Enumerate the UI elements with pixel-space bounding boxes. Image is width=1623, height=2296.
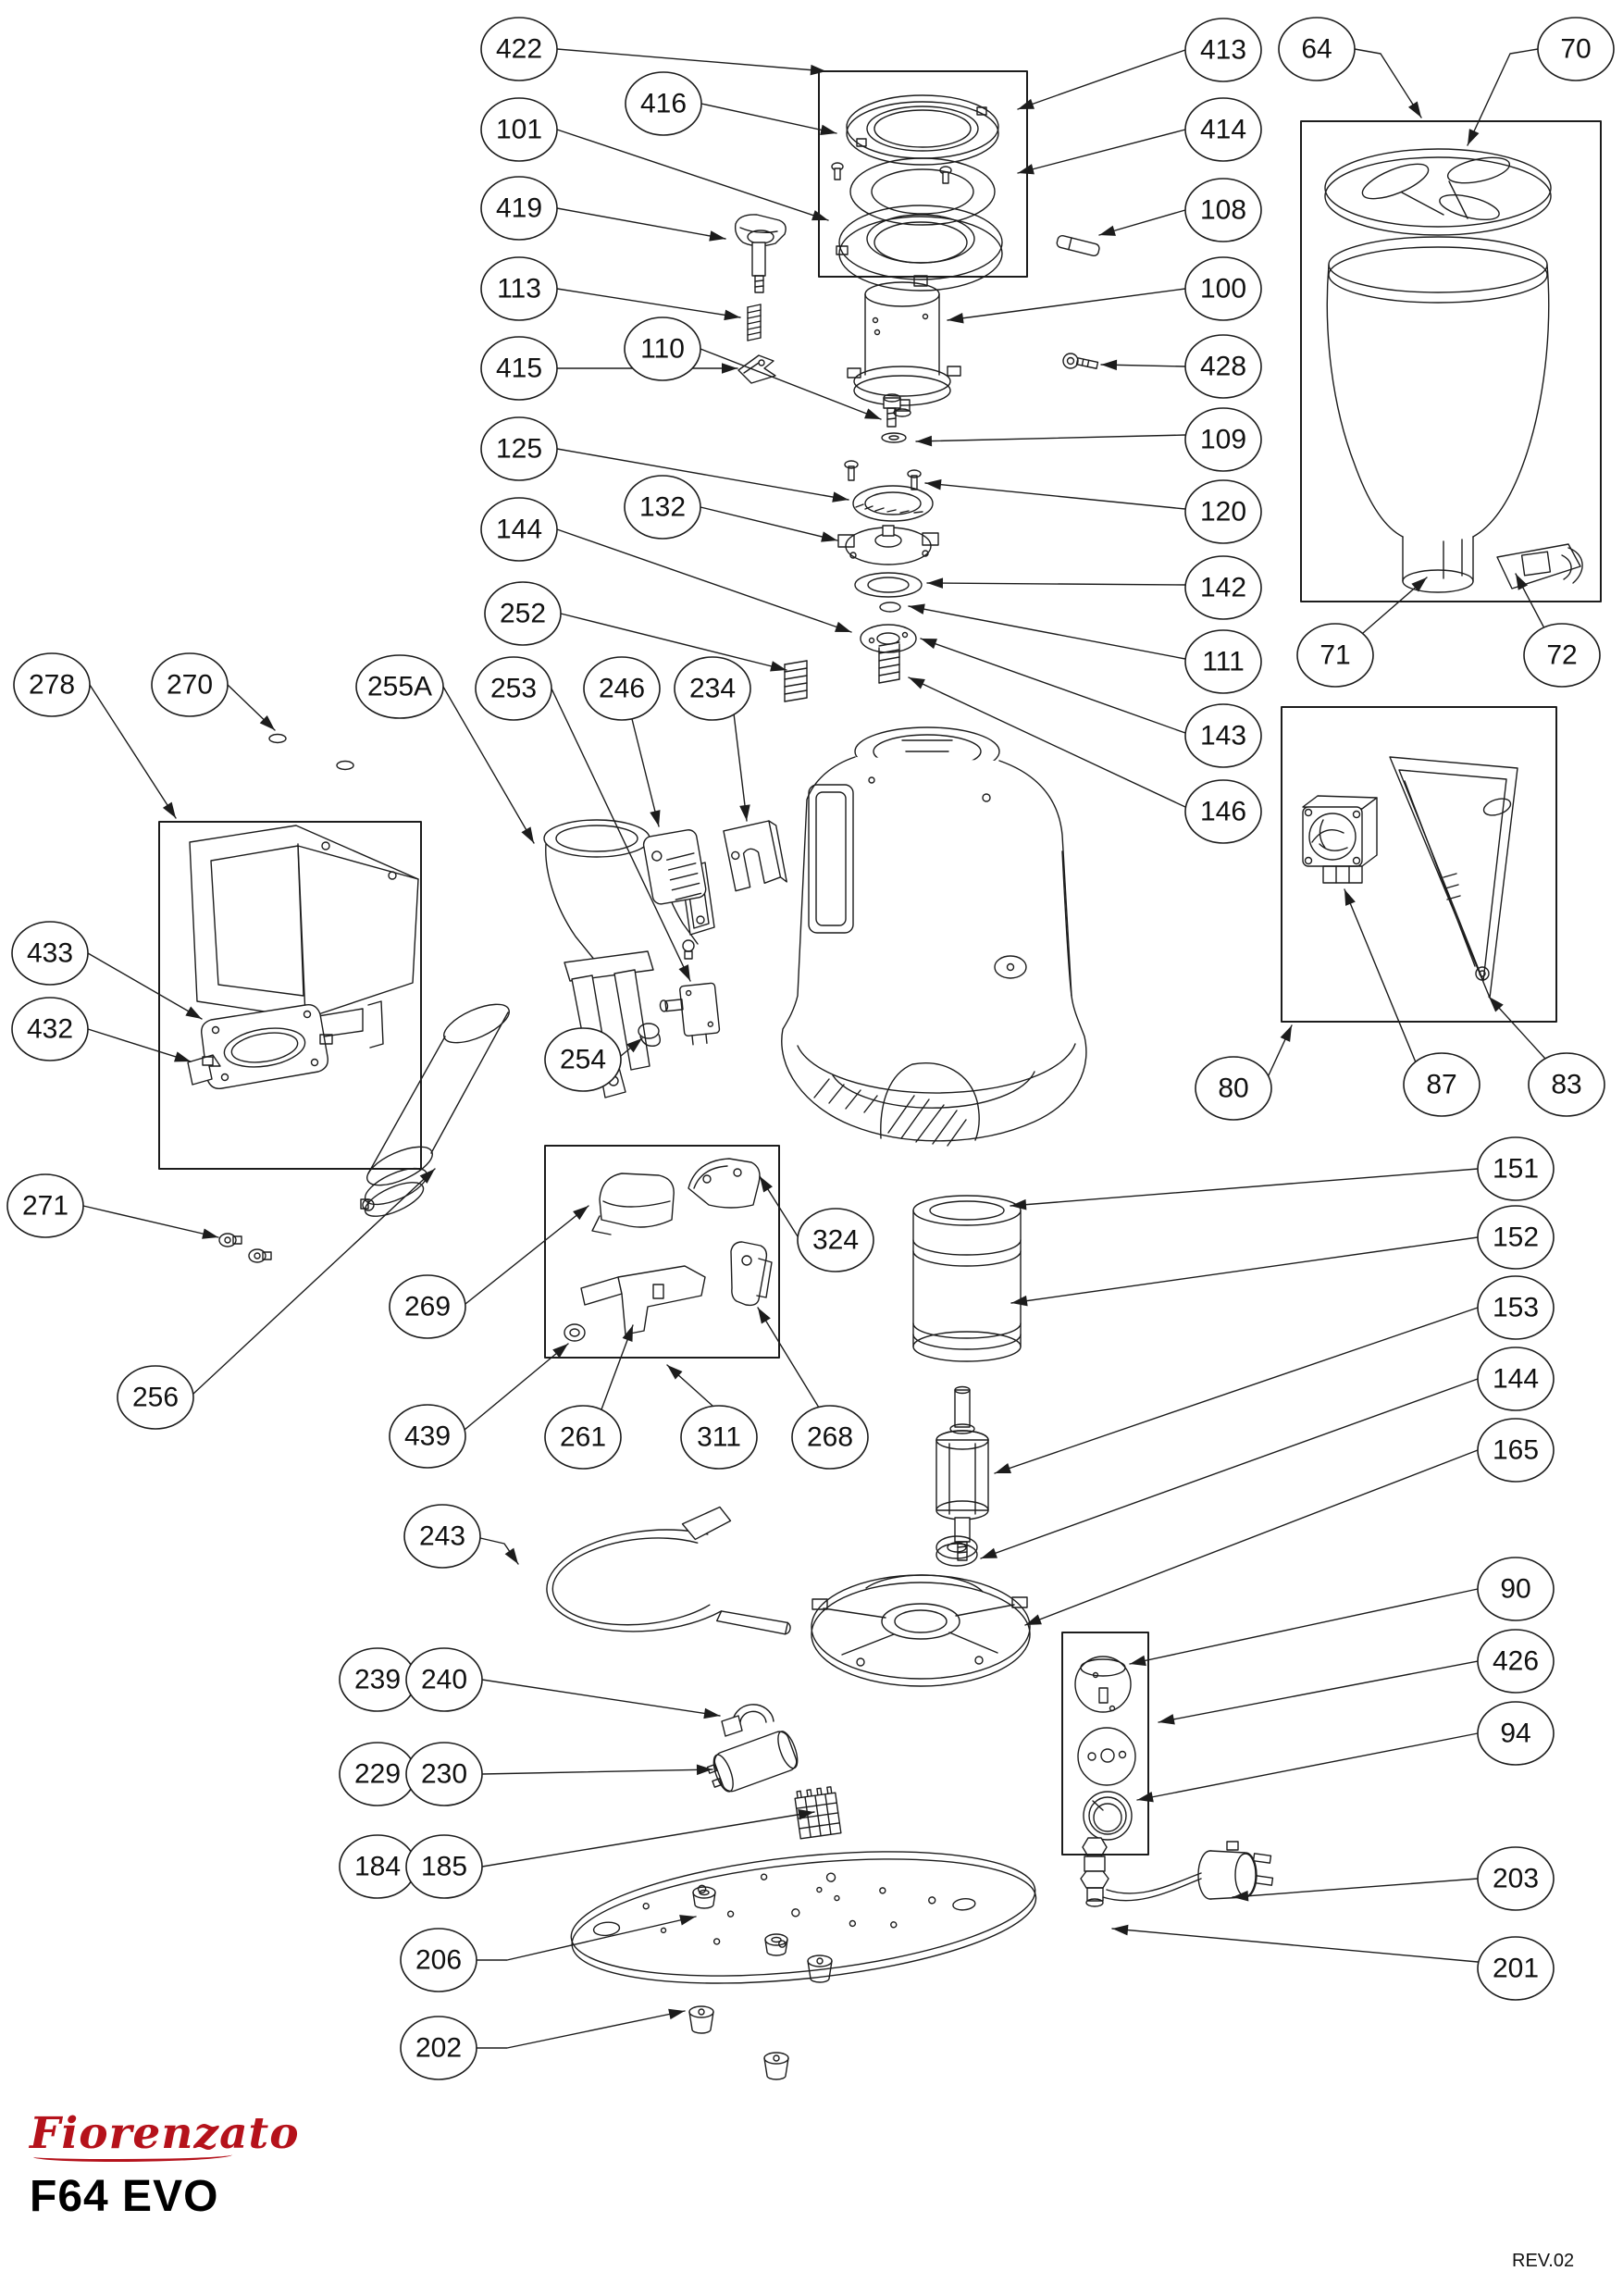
callout-64	[1279, 18, 1355, 81]
callout-125	[481, 417, 557, 480]
callout-label-206: 206	[415, 1944, 463, 1976]
callout-144L	[481, 498, 557, 561]
leader-243	[480, 1538, 518, 1564]
capacitor-drawing	[704, 1728, 801, 1796]
callout-432	[12, 998, 88, 1061]
callout-label-432: 432	[26, 1013, 74, 1045]
callout-83	[1529, 1053, 1604, 1116]
callout-229	[340, 1743, 415, 1806]
leader-246	[632, 719, 661, 826]
callout-108	[1185, 179, 1261, 242]
callout-413	[1185, 19, 1261, 81]
bracket-234-drawing	[723, 820, 787, 892]
callout-label-109: 109	[1199, 424, 1247, 455]
leader-80	[1269, 1025, 1292, 1075]
leader-94	[1137, 1733, 1478, 1802]
callout-label-125: 125	[495, 433, 543, 465]
callout-label-415: 415	[495, 353, 543, 384]
callout-185	[406, 1835, 482, 1898]
callout-label-246: 246	[598, 673, 646, 704]
callout-label-165: 165	[1492, 1434, 1540, 1466]
callout-label-229: 229	[353, 1758, 402, 1790]
leader-120	[925, 479, 1185, 509]
leader-203	[1233, 1879, 1478, 1902]
leader-416	[701, 104, 836, 135]
callout-label-143: 143	[1199, 720, 1247, 751]
leader-125	[557, 449, 849, 503]
clip-415-drawing	[738, 355, 775, 383]
leader-261	[601, 1325, 633, 1409]
leader-110	[700, 349, 881, 419]
callout-label-113: 113	[497, 273, 541, 304]
callout-label-433: 433	[26, 937, 74, 969]
cable-clamp-drawing	[722, 1705, 774, 1736]
callout-label-100: 100	[1199, 273, 1247, 304]
callout-label-240: 240	[420, 1664, 468, 1695]
adjuster-housing-drawing	[848, 282, 960, 416]
leader-185	[482, 1809, 814, 1867]
leader-230	[482, 1765, 712, 1776]
callout-428	[1185, 335, 1261, 398]
callout-label-72: 72	[1546, 639, 1578, 671]
callout-label-90: 90	[1500, 1573, 1531, 1605]
motor-plate-drawing	[812, 1575, 1030, 1686]
leader-201	[1112, 1925, 1478, 1962]
callout-422	[481, 18, 557, 81]
callout-label-439: 439	[403, 1421, 452, 1452]
callout-256	[118, 1366, 193, 1429]
callout-120	[1185, 480, 1261, 543]
callout-label-243: 243	[418, 1520, 466, 1552]
screw-428-drawing	[1063, 354, 1097, 368]
callout-243	[404, 1505, 480, 1568]
callout-label-416: 416	[639, 88, 688, 119]
brand-logo-text: Fiorenzato	[30, 2108, 300, 2159]
leader-109	[916, 435, 1185, 446]
callout-146	[1185, 780, 1261, 843]
callout-label-142: 142	[1199, 572, 1247, 603]
spout-parts-drawing	[564, 1159, 772, 1341]
callout-165	[1478, 1419, 1554, 1482]
adjustment-ring-drawing	[832, 95, 1002, 291]
callout-label-110: 110	[640, 333, 685, 365]
callout-label-269: 269	[403, 1291, 452, 1322]
leader-152	[1011, 1237, 1478, 1306]
leader-165	[1025, 1450, 1478, 1625]
microswitch-drawing	[659, 983, 721, 1048]
callout-90	[1478, 1558, 1554, 1620]
rotor-drawing	[936, 1387, 988, 1561]
burr-stack-drawing	[785, 486, 938, 701]
grind-chamber-drawing	[913, 1196, 1021, 1361]
callout-278	[14, 653, 90, 716]
timer-box	[1062, 1632, 1148, 1855]
callout-label-270: 270	[166, 669, 214, 701]
callout-label-202: 202	[415, 2032, 463, 2064]
leader-90	[1130, 1589, 1478, 1666]
callout-87	[1404, 1053, 1480, 1116]
leader-132	[700, 507, 837, 542]
callout-70	[1538, 18, 1614, 81]
chute-drawing	[360, 997, 514, 1223]
leader-144L	[557, 529, 851, 632]
callout-label-261: 261	[559, 1421, 607, 1453]
callout-label-271: 271	[21, 1190, 69, 1222]
callout-label-201: 201	[1492, 1953, 1540, 1984]
callout-416	[626, 72, 701, 135]
callout-label-87: 87	[1426, 1069, 1457, 1100]
callout-151	[1478, 1137, 1554, 1200]
callout-270	[152, 653, 228, 716]
callout-72	[1524, 624, 1600, 687]
hopper-box	[1301, 121, 1601, 602]
leader-202	[477, 2009, 685, 2048]
model-name: F64 EVO	[30, 2172, 219, 2221]
callout-label-120: 120	[1199, 496, 1247, 527]
leader-100	[948, 289, 1185, 324]
callout-419	[481, 177, 557, 240]
screws-271-drawing	[219, 1234, 271, 1262]
callout-label-132: 132	[638, 491, 687, 523]
branding-block	[30, 2108, 418, 2222]
callout-111	[1185, 630, 1261, 693]
callout-label-426: 426	[1492, 1645, 1540, 1677]
feet-drawing	[689, 1955, 832, 2079]
callout-246	[584, 657, 660, 720]
callout-255A	[356, 655, 443, 718]
callout-252	[485, 582, 561, 645]
fan-drawing	[1303, 796, 1377, 883]
leader-153	[995, 1308, 1478, 1473]
callout-label-111: 111	[1202, 646, 1245, 677]
leader-271	[83, 1206, 218, 1239]
leader-64	[1355, 49, 1421, 118]
display-gasket-drawing	[202, 1005, 332, 1089]
callout-110	[625, 317, 700, 380]
callout-100	[1185, 257, 1261, 320]
callout-426	[1478, 1630, 1554, 1693]
callout-label-108: 108	[1199, 194, 1247, 226]
callout-label-94: 94	[1500, 1718, 1531, 1749]
callout-label-184: 184	[353, 1851, 402, 1882]
callout-230	[406, 1743, 482, 1806]
callout-label-71: 71	[1319, 639, 1351, 671]
callout-203	[1478, 1847, 1554, 1910]
adjust-knob-drawing	[736, 215, 786, 292]
leader-151	[1010, 1169, 1478, 1210]
leader-240	[482, 1680, 720, 1719]
dot-270	[269, 735, 286, 743]
callout-label-252: 252	[499, 598, 547, 629]
leader-142	[927, 577, 1185, 589]
callout-269	[390, 1275, 465, 1338]
spring-113-drawing	[748, 304, 761, 341]
leader-101	[557, 130, 828, 220]
callout-415	[481, 337, 557, 400]
leader-428	[1101, 360, 1185, 371]
callout-206	[401, 1929, 477, 1992]
pin-108-drawing	[1056, 235, 1100, 257]
callout-label-414: 414	[1199, 114, 1247, 145]
leader-87	[1344, 889, 1416, 1062]
leader-413	[1018, 50, 1185, 109]
callout-94	[1478, 1702, 1554, 1765]
switch-plate-246-drawing	[642, 828, 707, 905]
callout-label-239: 239	[353, 1664, 402, 1695]
leader-144R	[981, 1379, 1478, 1558]
leader-422	[557, 49, 826, 75]
timer-drawing	[1075, 1657, 1135, 1840]
leader-419	[557, 208, 725, 242]
callout-254	[545, 1028, 621, 1091]
callout-label-185: 185	[420, 1851, 468, 1882]
leader-71	[1363, 577, 1427, 633]
callout-113	[481, 257, 557, 320]
leader-111	[909, 603, 1185, 659]
leader-432	[88, 1029, 191, 1061]
callout-label-324: 324	[812, 1224, 860, 1256]
callout-label-146: 146	[1199, 796, 1247, 827]
callout-label-413: 413	[1199, 34, 1247, 66]
callout-144R	[1478, 1347, 1554, 1410]
callout-153	[1478, 1276, 1554, 1339]
leader-414	[1018, 130, 1185, 174]
callout-240	[406, 1648, 482, 1711]
callout-label-230: 230	[420, 1758, 468, 1790]
callout-132	[625, 476, 700, 539]
callout-label-144L: 144	[495, 514, 543, 545]
callout-label-83: 83	[1551, 1069, 1582, 1100]
leader-234	[734, 714, 750, 821]
callout-202	[401, 2017, 477, 2079]
leader-143	[921, 639, 1185, 733]
callout-label-253: 253	[489, 673, 538, 704]
callout-433	[12, 922, 88, 985]
callout-80	[1196, 1057, 1271, 1120]
callout-101	[481, 98, 557, 161]
leader-270	[228, 685, 275, 730]
callout-261	[545, 1406, 621, 1469]
callout-label-234: 234	[688, 673, 737, 704]
callout-label-311: 311	[697, 1421, 741, 1453]
callout-label-428: 428	[1199, 351, 1247, 382]
callout-label-101: 101	[495, 114, 543, 145]
leader-426	[1158, 1661, 1478, 1725]
leader-70	[1468, 49, 1538, 145]
callout-439	[390, 1405, 465, 1468]
bolt-110-drawing	[882, 394, 906, 442]
callout-234	[675, 657, 750, 720]
screws-120-drawing	[845, 461, 921, 490]
callout-label-70: 70	[1560, 33, 1592, 65]
callout-142	[1185, 556, 1261, 619]
callout-label-256: 256	[131, 1382, 180, 1413]
leader-433	[88, 953, 202, 1019]
callout-143	[1185, 704, 1261, 767]
callout-label-152: 152	[1492, 1222, 1540, 1253]
main-body-drawing	[782, 727, 1086, 1146]
callout-71	[1297, 624, 1373, 687]
callout-label-64: 64	[1301, 33, 1332, 65]
base-plate-drawing	[565, 1832, 1042, 2003]
callout-253	[476, 657, 551, 720]
revision-label: REV.02	[1512, 2251, 1575, 2271]
leader-311	[667, 1365, 712, 1406]
dot-270b	[337, 762, 353, 770]
callout-324	[798, 1209, 873, 1272]
callout-311	[681, 1406, 757, 1469]
callout-label-153: 153	[1492, 1292, 1540, 1323]
leader-113	[557, 289, 740, 320]
callout-184	[340, 1835, 415, 1898]
leader-206	[477, 1915, 696, 1960]
callout-label-80: 80	[1218, 1073, 1249, 1104]
callout-label-144R: 144	[1492, 1363, 1540, 1395]
retaining-ring-drawing	[540, 1501, 791, 1658]
callout-label-151: 151	[1492, 1153, 1540, 1185]
callout-label-278: 278	[28, 669, 76, 701]
callout-414	[1185, 98, 1261, 161]
callout-label-419: 419	[495, 192, 543, 224]
leader-252	[561, 614, 787, 672]
callout-label-422: 422	[495, 33, 543, 65]
callout-201	[1478, 1937, 1554, 2000]
callout-label-254: 254	[559, 1044, 607, 1075]
rear-cover-drawing	[1390, 757, 1518, 998]
callout-label-268: 268	[806, 1421, 854, 1453]
hopper-drawing	[1325, 149, 1582, 592]
leader-439	[465, 1344, 568, 1430]
callout-152	[1478, 1206, 1554, 1269]
callout-239	[340, 1648, 415, 1711]
callout-label-255A: 255A	[366, 671, 433, 702]
callout-271	[7, 1174, 83, 1237]
callout-268	[792, 1406, 868, 1469]
leader-256	[193, 1169, 435, 1394]
callout-109	[1185, 408, 1261, 471]
leader-83	[1489, 997, 1545, 1059]
callout-label-203: 203	[1492, 1863, 1540, 1894]
leader-269	[465, 1206, 588, 1304]
leader-108	[1099, 210, 1185, 236]
